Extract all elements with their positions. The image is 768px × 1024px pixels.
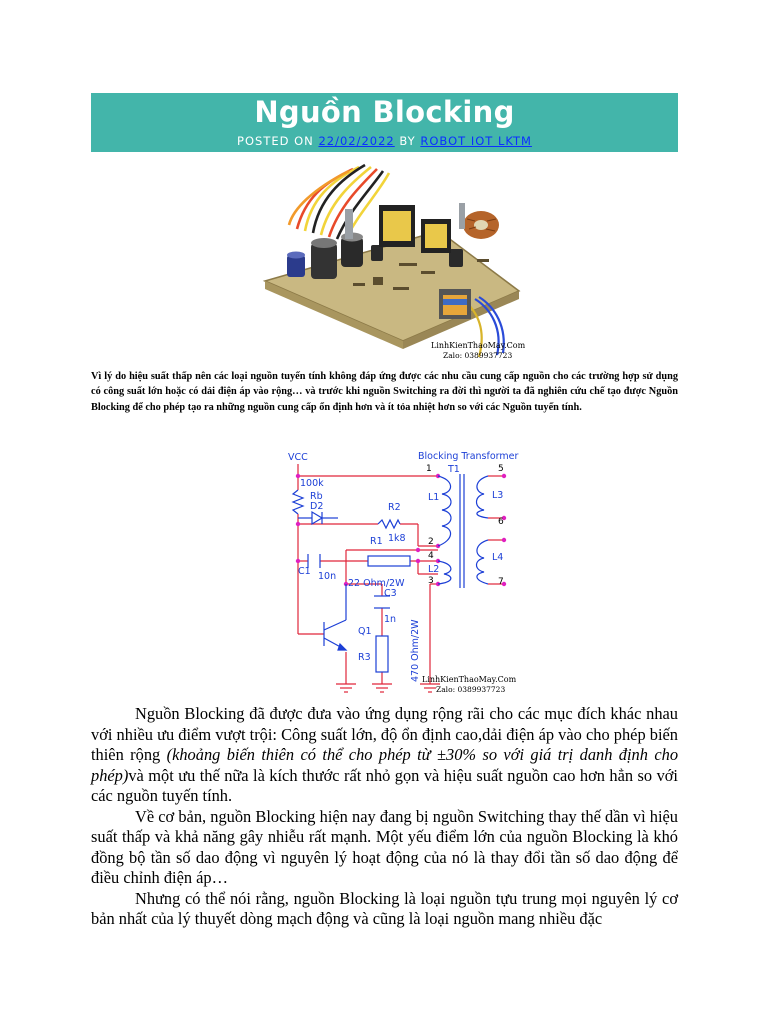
label-c3: C3 — [384, 588, 397, 599]
intro-caption: Vì lý do hiệu suất thấp nên các loại nguồn tuyến tính không đáp ứng được các nhu cầu cung cấp nguồn cho các trường hợp sử dụng có công suất lớn hoặc có dải điện áp vào rộng… và trước khi nguồn Switching ra đời thì người ta đã nghiên cứu chế tạo được Nguồn Blocking để cho phép tạo ra những nguồn cung cấp ổn định hơn và ít tỏa nhiệt hơn so với các Nguồn tuyến tính. — [91, 371, 678, 413]
label-r1: R1 — [370, 536, 383, 547]
label-rb: Rb — [310, 491, 323, 502]
label-r2: R2 — [388, 502, 401, 513]
label-r-470ohm: 470 Ohm/2W — [410, 619, 421, 682]
label-q1: Q1 — [358, 626, 372, 637]
paragraph-2: Về cơ bản, nguồn Blocking hiện nay đang bị nguồn Switching thay thế dần vì hiệu suất thấp và khả năng gây nhiễu rất mạnh. Một yếu điểm lớn của nguồn Blocking là khó đồng bộ tần số dao động vì nguyên lý hoạt động của nó là thay đổi tần số dao động để điều chỉnh điện áp… — [91, 806, 678, 887]
schematic-watermark-zalo: Zalo: 0389937723 — [436, 685, 506, 694]
label-transformer-title: Blocking Transformer — [418, 451, 519, 462]
photo-watermark-zalo: Zalo: 0389937723 — [443, 351, 513, 360]
paragraph-3: Nhưng có thể nói rằng, nguồn Blocking là loại nguồn tựu trung mọi nguyên lý cơ bản nhất của lý thuyết dòng mạch động và cũng là loại nguồn mang nhiều đặc — [91, 888, 678, 928]
pin-6: 6 — [498, 517, 504, 527]
post-date-link[interactable]: 22/02/2022 — [318, 134, 395, 148]
posted-on-label: POSTED ON — [237, 134, 314, 148]
author-link[interactable]: ROBOT IOT LKTM — [420, 134, 532, 148]
schematic-watermark-site: LinhKienThaoMay.Com — [422, 675, 517, 684]
label-c1-value: 10n — [318, 571, 337, 582]
label-r3: R3 — [358, 652, 371, 663]
pin-7: 7 — [498, 577, 504, 587]
label-t1: T1 — [448, 464, 460, 475]
label-d2: D2 — [310, 501, 324, 512]
post-title: Nguồn Blocking — [254, 95, 515, 129]
paragraph-1-italic: (khoảng biến thiên có thể cho phép từ ±30% so với giá trị danh định cho phép) — [91, 745, 679, 785]
blocking-schematic — [278, 444, 540, 698]
post-header — [91, 93, 678, 152]
label-c3-value: 1n — [384, 614, 397, 625]
paragraph-1-text-b: và một ưu thế nữa là kích thước rất nhỏ gọn và hiệu suất nguồn cao hơn hẳn so với các nguồn tuyến tính. — [91, 765, 678, 805]
photo-watermark-site: LinhKienThaoMay.Com — [431, 341, 526, 350]
pin-3: 3 — [428, 576, 434, 586]
pin-1: 1 — [426, 464, 432, 474]
label-l1: L1 — [428, 492, 440, 503]
label-l3: L3 — [492, 490, 504, 501]
power-board-photo — [253, 159, 530, 365]
pin-4: 4 — [428, 551, 434, 561]
label-vcc: VCC — [288, 452, 308, 463]
paragraph-1 — [91, 704, 678, 807]
post-byline — [91, 134, 678, 149]
paragraph-1-text-a: Nguồn Blocking đã được đưa vào ứng dụng rộng rãi cho các mục đích khác nhau với nhiều ưu điểm vượt trội: Công suất lớn, độ ổn định cao,dải điện áp vào cho phép biến thiên rộng — [91, 704, 678, 764]
article-body — [91, 704, 678, 930]
label-r-22ohm: 22 Ohm/2W — [348, 578, 405, 589]
by-label: BY — [399, 134, 416, 148]
label-r1-value: 1k8 — [388, 533, 406, 544]
pin-2: 2 — [428, 537, 434, 547]
label-c1: C1 — [298, 566, 311, 577]
label-l4: L4 — [492, 552, 504, 563]
label-l2: L2 — [428, 564, 440, 575]
label-rb-value: 100k — [300, 478, 324, 489]
pin-5: 5 — [498, 464, 504, 474]
